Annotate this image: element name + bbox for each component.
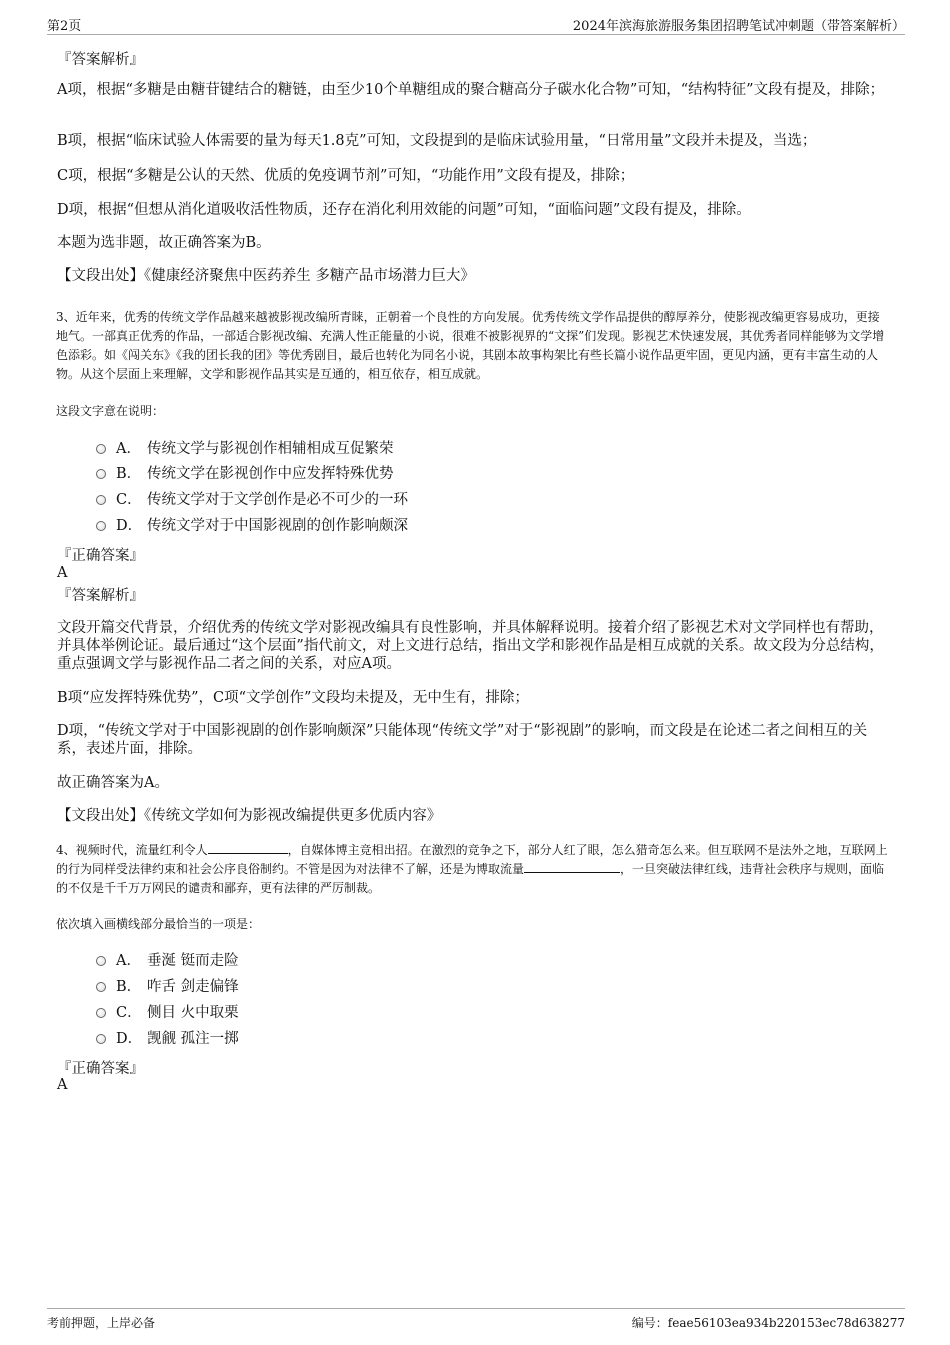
q3-analysis-p2: B项“应发挥特殊优势”，C项“文学创作”文段均未提及，无中生有，排除； (57, 690, 529, 706)
q3-option-b[interactable]: B． 传统文学在影视创作中应发挥特殊优势 (96, 465, 394, 483)
document-title: 2024年滨海旅游服务集团招聘笔试冲刺题（带答案解析） (572, 19, 905, 34)
q3-conclusion: 故正确答案为A。 (57, 775, 169, 791)
page-footer (47, 1308, 905, 1331)
q3-option-c[interactable]: C． 传统文学对于文学创作是必不可少的一环 (96, 491, 408, 509)
q3-answer-label: 『正确答案』 (57, 548, 144, 564)
q2-source: 【文段出处】《健康经济聚焦中医药养生 多糖产品市场潜力巨大》 (57, 268, 475, 284)
q3-option-a[interactable]: A． 传统文学与影视创作相辅相成互促繁荣 (96, 440, 394, 458)
radio-icon[interactable] (96, 1008, 106, 1018)
radio-icon[interactable] (96, 495, 106, 505)
q4-option-c[interactable]: C． 侧目 火中取栗 (96, 1004, 239, 1022)
q2-analysis-label: 『答案解析』 (57, 52, 144, 68)
page-header (47, 14, 905, 35)
q4-stem: 4、视频时代，流量红利令人 ，自媒体博主竞相出招。在激烈的竞争之下，部分人红了眼，怎么猎奇怎么来。但互联网不是法外之地，互联网上的行为同样受法律约束和社会公序良俗制约。不管是因为对法律不了解，还是为博取流量 ，一旦突破法律红线，违背社会秩序与规则，面临的不仅是千千万万网民的谴责和鄙弃，更有法律的严厉制裁。 (56, 843, 888, 895)
radio-icon[interactable] (96, 1034, 106, 1044)
q3-analysis-p3: D项，“传统文学对于中国影视剧的创作影响颇深”只能体现“传统文学”对于“影视剧”的影响，而文段是在论述二者之间相互的关系，表述片面，排除。 (57, 723, 868, 757)
q3-option-d[interactable]: D． 传统文学对于中国影视剧的创作影响颇深 (96, 517, 408, 535)
radio-icon[interactable] (96, 469, 106, 479)
q2-conclusion: 本题为选非题，故正确答案为B。 (57, 235, 271, 251)
q2-analysis-d: D项，根据“但想从消化道吸收活性物质，还存在消化利用效能的问题”可知，“面临问题”文段有提及，排除。 (57, 202, 751, 218)
q3-answer: A (57, 565, 68, 581)
q4-option-d[interactable]: D． 觊觎 孤注一掷 (96, 1030, 239, 1048)
q3-source: 【文段出处】《传统文学如何为影视改编提供更多优质内容》 (57, 808, 442, 824)
q3-analysis-label: 『答案解析』 (57, 588, 144, 604)
q2-analysis-c: C项，根据“多糖是公认的天然、优质的免疫调节剂”可知，“功能作用”文段有提及，排除； (57, 168, 635, 184)
radio-icon[interactable] (96, 521, 106, 531)
q4-option-b[interactable]: B． 咋舌 剑走偏锋 (96, 978, 239, 996)
radio-icon[interactable] (96, 982, 106, 992)
radio-icon[interactable] (96, 444, 106, 454)
blank-1 (208, 841, 288, 854)
q3-stem: 3、近年来，优秀的传统文学作品越来越被影视改编所青睐，正朝着一个良性的方向发展。优秀传统文学作品提供的醇厚养分，使影视改编更容易成功，更接地气。一部真正优秀的作品，一部适合影视改编、充满人性正能量的小说，很难不被影视界的“文探”们发现。影视艺术快速发展，其优秀者同样能够为文学增色添彩。如《闯关东》《我的团长我的团》等优秀剧目，最后也转化为同名小说，其剧本故事构架比有些长篇小说作品更牢固，更见内涵，更有丰富生动的人物。从这个层面上来理解，文学和影视作品其实是互通的，相互依存，相互成就。 (56, 310, 885, 381)
q4-answer: A (57, 1077, 68, 1093)
footer-slogan: 考前押题，上岸必备 (47, 1316, 156, 1330)
blank-2 (524, 860, 620, 873)
q4-question: 依次填入画横线部分最恰当的一项是： (56, 917, 261, 931)
q2-analysis-a: A项，根据“多糖是由糖苷键结合的糖链，由至少10个单糖组成的聚合糖高分子碳水化合物”可知，“结构特征”文段有提及，排除； (57, 82, 885, 98)
q4-answer-label: 『正确答案』 (57, 1061, 144, 1077)
document-code: 编号：feae56103ea934b220153ec78d638277 (631, 1316, 905, 1330)
q3-analysis-p1: 文段开篇交代背景，介绍优秀的传统文学对影视改编具有良性影响，并具体解释说明。接着介绍了影视艺术对文学同样也有帮助，并具体举例论证。最后通过“这个层面”指代前文，对上文进行总结，指出文学和影视作品是相互成就的关系。故文段为分总结构，重点强调文学与影视作品二者之间的关系，对应A项。 (57, 620, 884, 672)
page-number: 第2页 (47, 19, 82, 34)
q3-question: 这段文字意在说明： (56, 404, 165, 418)
q4-option-a[interactable]: A． 垂涎 铤而走险 (96, 952, 239, 970)
radio-icon[interactable] (96, 956, 106, 966)
q2-analysis-b: B项，根据“临床试验人体需要的量为每天1.8克”可知，文段提到的是临床试验用量，“日常用量”文段并未提及，当选； (57, 133, 817, 149)
